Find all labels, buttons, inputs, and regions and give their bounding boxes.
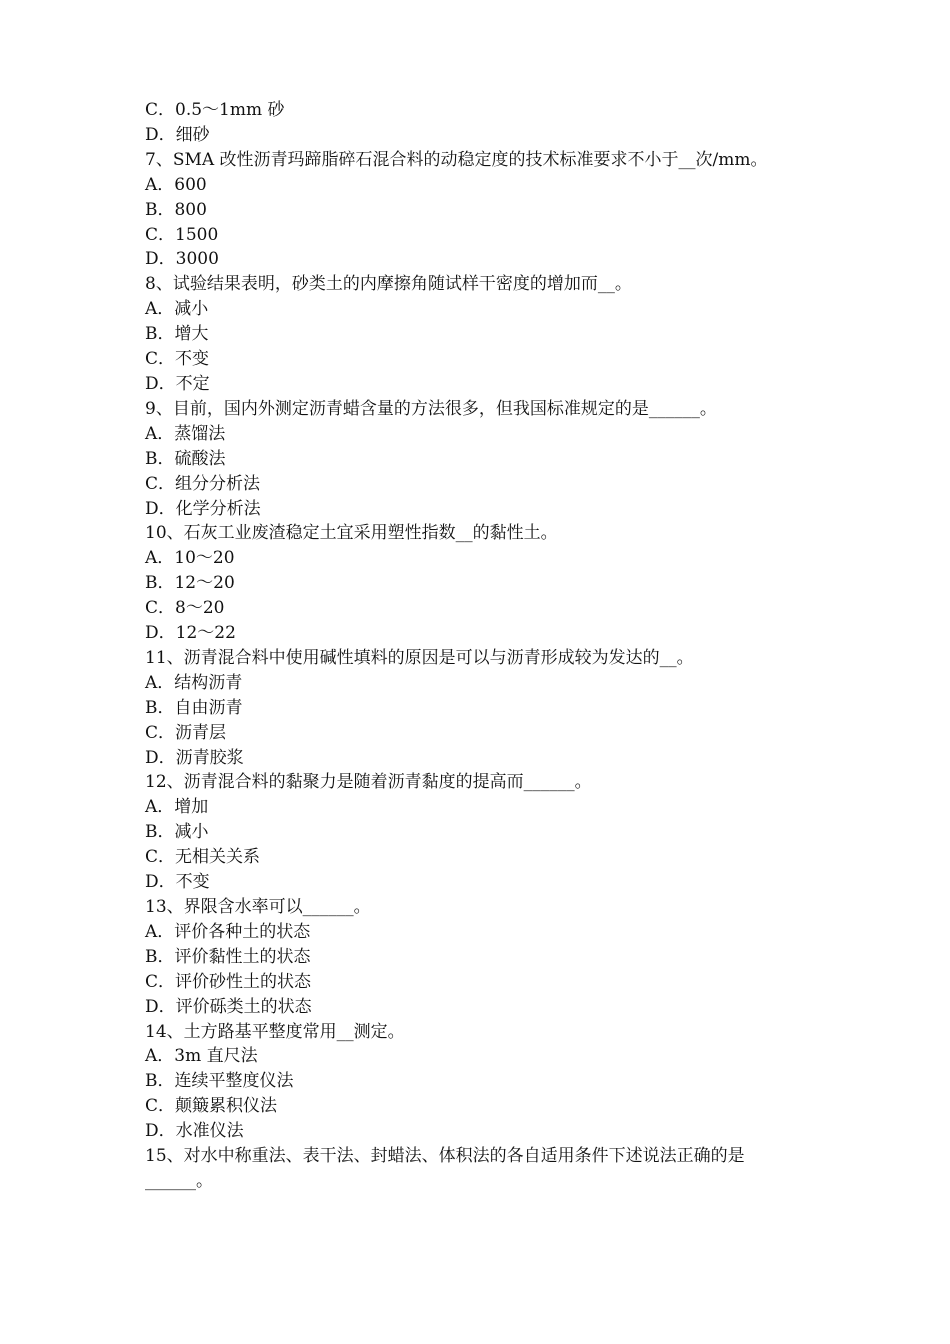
question-15: 15、对水中称重法、表干法、封蜡法、体积法的各自适用条件下述说法正确的是 <box>145 1146 745 1167</box>
option-line: A．10～20 <box>145 548 235 569</box>
option-line: D．水准仪法 <box>145 1121 244 1142</box>
option-line: A．3m 直尺法 <box>145 1046 258 1067</box>
option-line: B．自由沥青 <box>145 697 243 718</box>
option-line: B．减小 <box>145 822 209 843</box>
exam-question-text <box>145 98 835 1194</box>
option-line: C．1500 <box>145 224 219 245</box>
question-7: 7、SMA 改性沥青玛蹄脂碎石混合料的动稳定度的技术标准要求不小于__次/mm。 <box>145 149 768 170</box>
option-line: A．增加 <box>145 797 209 818</box>
option-line: C．无相关关系 <box>145 847 261 868</box>
question-14: 14、土方路基平整度常用__测定。 <box>145 1021 405 1042</box>
question-13: 13、界限含水率可以______。 <box>145 897 371 917</box>
option-line: D．评价砾类土的状态 <box>145 996 312 1017</box>
question-11: 11、沥青混合料中使用碱性填料的原因是可以与沥青形成较为发达的__。 <box>145 647 694 668</box>
option-line: A．评价各种土的状态 <box>145 921 311 942</box>
option-line: B．800 <box>145 199 207 220</box>
option-line: C．8～20 <box>145 598 225 619</box>
option-line: C．评价砂性土的状态 <box>145 971 312 992</box>
option-line: D．12～22 <box>145 623 236 644</box>
question-12: 12、沥青混合料的黏聚力是随着沥青黏度的提高而______。 <box>145 772 592 793</box>
option-line: C．不变 <box>145 349 210 370</box>
option-line: D．细砂 <box>145 124 210 145</box>
option-line: C．0.5～1mm 砂 <box>145 100 285 120</box>
option-line: C．沥青层 <box>145 722 227 743</box>
option-line: D．不定 <box>145 373 210 394</box>
option-line: B．连续平整度仪法 <box>145 1071 294 1092</box>
option-line: D．3000 <box>145 249 219 270</box>
question-10: 10、石灰工业废渣稳定土宜采用塑性指数__的黏性土。 <box>145 523 558 544</box>
option-line: B．评价黏性土的状态 <box>145 946 311 967</box>
option-line: B．硫酸法 <box>145 448 226 469</box>
option-line: B．12～20 <box>145 573 235 594</box>
option-line: A．蒸馏法 <box>145 423 226 444</box>
question-15-continued: ______。 <box>145 1170 213 1191</box>
option-line: D．不变 <box>145 872 210 893</box>
option-line: C．组分分析法 <box>145 473 261 494</box>
question-8: 8、试验结果表明，砂类土的内摩擦角随试样干密度的增加而__。 <box>145 274 632 295</box>
option-line: A．减小 <box>145 299 209 320</box>
option-line: A．结构沥青 <box>145 672 243 693</box>
option-line: D．沥青胶浆 <box>145 747 244 768</box>
question-9: 9、目前，国内外测定沥青蜡含量的方法很多，但我国标准规定的是______。 <box>145 398 717 419</box>
option-line: A．600 <box>145 174 207 195</box>
option-line: B．增大 <box>145 324 209 345</box>
option-line: D．化学分析法 <box>145 498 261 519</box>
option-line: C．颠簸累积仪法 <box>145 1096 278 1117</box>
